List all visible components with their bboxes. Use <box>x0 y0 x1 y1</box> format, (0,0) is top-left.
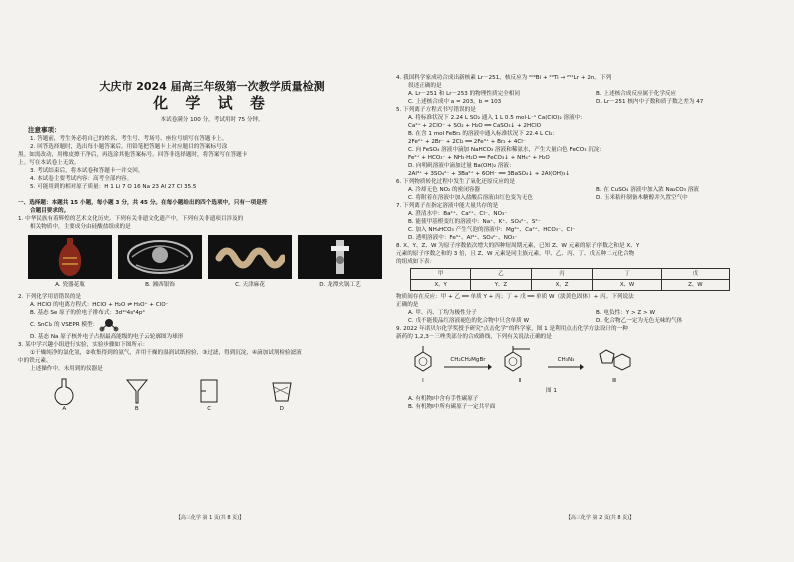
q7-option-b[interactable]: B. 能使甲基橙变红的溶液中：Na⁺、K⁺、SO₄²⁻、S²⁻ <box>408 219 541 225</box>
reaction-arrow-icon <box>444 364 492 370</box>
compound-1-label: Ⅰ <box>422 378 424 384</box>
q8-cell: X、Y <box>411 280 471 291</box>
q8-head-cell: 丁 <box>593 269 661 280</box>
left-page-footer: 【高三化学 第 1 页(共 8 页)】 <box>175 515 245 521</box>
compound-3 <box>592 344 636 385</box>
q2-option-c-row <box>18 317 406 333</box>
notes-heading: 注意事项： <box>28 126 61 134</box>
q3-stem: 3. 某中学兴趣小组进行实验，实验步骤如下图所示： <box>18 342 149 348</box>
q9-stem-cont: 新药的 1,2,3－三唑类部分的合成路线，下列有关说法正确的是 <box>396 334 552 340</box>
q8-reaction: 物质间存在反应：甲 + 乙 ══ 单质 Y + 丙；丁 + 戊 ══ 单质 W（淡黄色固体）+ 丙。下列说法 <box>396 294 634 300</box>
craft-image <box>298 235 382 279</box>
q4-stem-cont: 叙述正确的是 <box>408 83 442 89</box>
alcohol-structure-icon <box>500 344 540 374</box>
q9-option-b[interactable]: B. 有机物Ⅰ中所有碳原子一定共平面 <box>408 404 496 410</box>
reaction-arrow-icon <box>548 364 584 370</box>
beaker-icon <box>197 377 221 405</box>
subject-title: 化 学 试 卷 <box>153 94 271 112</box>
q6-stem: 6. 下列物质转化过程中发生了氧化还原反应的是 <box>396 179 515 185</box>
note-3: 3. 考试结束后，将本试卷和答题卡一并交回。 <box>30 168 144 174</box>
q5-stem: 5. 下列离子方程式书写错误的是 <box>396 107 476 113</box>
q6-option-c[interactable]: C. 将附着在溶液中加入盐酸后溶液由红色变为无色 <box>408 195 533 201</box>
q2-stem: 2. 下列化学用语错误的是 <box>18 294 82 300</box>
q8-cell: Y、Z <box>471 280 531 291</box>
q1-option-c[interactable]: C. 天津麻花 <box>235 282 265 288</box>
q1-option-d[interactable]: D. 龙潭火锅工艺 <box>319 282 361 288</box>
q8-question: 正确的是 <box>396 302 419 308</box>
q9-stem: 9. 2022 年诺贝尔化学奖授予研究“点击化学”的科学家，图 1 是利用点击化学方法设计的一种 <box>396 326 628 332</box>
q8-option-b[interactable]: B. 电负性：Y > Z > W <box>596 310 656 316</box>
q5-option-a[interactable]: A. 将标准状况下 2.24 L SO₂ 通入 1 L 0.5 mol·L⁻¹ Ca(ClO)₂ 溶液中： <box>408 115 586 121</box>
note-1: 1. 答题前，考生务必将自己的姓名、考生号、考场号、座位号填写在答题卡上。 <box>30 136 228 142</box>
q2-option-a[interactable]: A. HClO 的电离方程式：HClO + H₂O ⇌ H₃O⁺ + ClO⁻ <box>30 302 169 308</box>
compound-1 <box>410 344 436 385</box>
q2-option-c[interactable]: C. SnCl₂ 的 VSEPR 模型： <box>30 322 99 328</box>
q8-cell: X、Z <box>531 280 593 291</box>
q6-option-a[interactable]: A. 冷却无色 NO₂ 的密闭容器 <box>408 187 481 193</box>
compound-2 <box>500 344 540 385</box>
q8-table-row <box>411 280 730 291</box>
q8-head-cell: 丙 <box>531 269 593 280</box>
q3-option-d: D <box>279 406 284 412</box>
q5-option-b[interactable]: B. 在含 1 mol FeBr₂ 的溶液中通入标准状况下 22.4 L Cl₂： <box>408 131 559 137</box>
q7-stem: 7. 下列离子在指定溶液中能大量共存的是 <box>396 203 499 209</box>
q4-stem: 4. 我国科学家成功合成出新核素 Lr－251，核反应为 ²⁰⁹Bi + ²⁰Ti → ²⁵¹Lr + 2n。下列 <box>396 75 612 81</box>
funnel-icon <box>125 377 149 405</box>
q8-options-row1 <box>396 309 784 317</box>
q1-stem-cont: 相关物质中，主要成分由硅酸盐组成的是 <box>30 224 131 230</box>
step-1 <box>442 356 494 373</box>
q1-option-b[interactable]: B. 湘西银饰 <box>145 282 175 288</box>
step-2 <box>546 356 586 373</box>
right-page-footer: 【高三化学 第 2 页(共 8 页)】 <box>565 515 635 521</box>
q4-options-row1 <box>396 90 784 98</box>
q8-option-d[interactable]: D. 化合物乙一定为无色无味的气体 <box>596 318 683 324</box>
q7-option-d[interactable]: D. 透明溶液中：Fe³⁺、Al³⁺、SO₄²⁻、NO₃⁻ <box>408 235 518 241</box>
q8-table <box>410 268 730 291</box>
triazole-structure-icon <box>592 344 636 374</box>
note-2-cont: 黑。如需改动，用橡皮擦干净后，再选涂其他答案标号。回答非选择题时，将答案写在答题卡 <box>18 152 248 158</box>
q8-option-c[interactable]: C. 戊不能使品红溶液褪色的化合物中只含单质 W <box>408 318 530 324</box>
q7-option-c[interactable]: C. 加入 NH₄HCO₃ 产生气泡的溶液中：Mg²⁺、Ca²⁺、HCO₃⁻、Cl⁻ <box>408 227 575 233</box>
q5-option-d[interactable]: D. 向明矾溶液中滴加过量 Ba(OH)₂ 溶液： <box>408 163 515 169</box>
q2-option-b[interactable]: B. 基态 Se 原子的价电子排布式：3d¹⁰4s²4p⁴ <box>30 310 145 316</box>
q2-option-d[interactable]: D. 基态 Na 原子核外电子占据最高能级的电子云轮廓图为球形 <box>30 334 184 340</box>
q8-cell: X、W <box>593 280 661 291</box>
compound-3-label: Ⅲ <box>612 378 616 384</box>
q8-head-cell: 戊 <box>661 269 729 280</box>
q3-question: 上述操作中，未用到的仪器是 <box>30 366 103 372</box>
silver-ornament-image <box>118 235 202 279</box>
q8-head-cell: 乙 <box>471 269 531 280</box>
q8-option-a[interactable]: A. 甲、丙、丁均为极性分子 <box>408 310 477 316</box>
q1-option-a[interactable]: A. 瓷器花瓶 <box>55 282 85 288</box>
q8-stem-cont: 元素的原子序数之和的 3 倍，且 Z、W 元素是同主族元素。甲、乙、丙、丁、戊五种二元化合物 <box>396 251 635 257</box>
note-5: 5. 可能用到的相对原子质量：H 1 Li 7 O 16 Na 23 Al 27 Cl 35.5 <box>30 184 197 190</box>
q8-head-cell: 甲 <box>411 269 471 280</box>
q3-apparatus <box>28 377 318 413</box>
q8-stem: 8. X、Y、Z、W 为原子序数依次增大的四种短周期元素，已知 Z、W 元素的原子序数之和是 X、Y <box>396 243 640 249</box>
q4-option-c[interactable]: C. 上述核合成中 a = 203，b = 103 <box>408 99 502 105</box>
q6-option-b[interactable]: B. 在 CuSO₄ 溶液中加入浓 Na₂CO₃ 溶液 <box>596 187 699 193</box>
vase-image <box>28 235 112 279</box>
round-flask-icon <box>52 377 76 405</box>
section-1-header: 一、选择题：本题共 15 小题，每小题 3 分，共 45 分。在每小题给出的四个选项中，只有一项是符 <box>18 200 268 206</box>
q9-option-a[interactable]: A. 有机物Ⅰ中含有手性碳原子 <box>408 396 479 402</box>
q6-options-row2 <box>396 194 784 202</box>
reagent-2: CH₃N₃ <box>557 357 575 363</box>
q3-option-a-item[interactable] <box>52 377 76 413</box>
reagent-1: CH₂CH₂MgBr <box>450 357 486 363</box>
note-2-end: 上。写在本试卷上无效。 <box>18 160 80 166</box>
note-2: 2. 回答选择题时，选出每小题答案后，用铅笔把答题卡上对应题目的答案标号涂 <box>30 144 228 150</box>
q7-option-a[interactable]: A. 澄清水中：Ba²⁺、Ca²⁺、Cl⁻、NO₃⁻ <box>408 211 508 217</box>
vsepr-model-icon <box>98 318 120 332</box>
q4-option-a[interactable]: A. Lr－251 和 Lr－253 的物理性质完全相同 <box>408 91 520 97</box>
q3-option-b-item[interactable] <box>125 377 149 413</box>
q6-option-d[interactable]: D. 玉米秸秆制备木糖醇并久置空气中 <box>596 195 688 201</box>
section-1-header-cont: 合题目要求的。 <box>30 208 70 214</box>
q4-options-row2 <box>396 98 784 106</box>
q1-stem: 1. 中华民族有着辉煌的艺术文化历史。下列有关非遗文化遗产中，下列有关非遗项目涉及的 <box>18 216 244 222</box>
q8-cell: Z、W <box>661 280 729 291</box>
crucible-icon <box>270 377 294 405</box>
q6-options-row1 <box>396 186 784 194</box>
q5-option-b-eq: 2Fe²⁺ + 2Br⁻ + 2Cl₂ ══ 2Fe³⁺ + Br₂ + 4Cl⁻ <box>408 139 526 145</box>
fried-dough-image <box>208 235 292 279</box>
left-page <box>18 66 406 536</box>
q8-stem-end: 的组成如下表： <box>396 259 436 265</box>
q3-option-c-item[interactable] <box>197 377 221 413</box>
q1-options <box>28 281 406 289</box>
q4-option-d[interactable]: D. Lr－251 核内中子数和质子数之差为 47 <box>596 99 704 105</box>
q3-option-d-item[interactable] <box>270 377 294 413</box>
right-page <box>396 74 784 544</box>
exam-title: 大庆市 2024 届高三年级第一次教学质量检测 <box>99 80 325 93</box>
q3-option-c: C <box>207 406 212 412</box>
q3-steps-cont: 中的铁元素。 <box>18 358 52 364</box>
q5-option-c[interactable]: C. 向 FeSO₄ 溶液中滴加 NaHCO₃ 溶液和稀氨水，产生大量白色 FeCO₃ 沉淀： <box>408 147 606 153</box>
note-4: 4. 本试卷主要考试内容：高考全部内容。 <box>30 176 133 182</box>
compound-2-label: Ⅱ <box>518 378 522 384</box>
benzaldehyde-structure-icon <box>410 344 436 374</box>
q5-option-a-eq: Ca²⁺ + 2ClO⁻ + SO₂ + H₂O ══ CaSO₃↓ + 2HClO <box>408 123 542 129</box>
q5-option-d-eq: 2Al³⁺ + 3SO₄²⁻ + 3Ba²⁺ + 6OH⁻ ══ 3BaSO₄↓ + 2Al(OH)₃↓ <box>408 171 571 177</box>
q8-options-row2 <box>396 317 784 325</box>
q8-table-head <box>411 269 730 280</box>
q9-synthesis-route <box>410 344 784 385</box>
exam-meta: 本试卷满分 100 分，考试用时 75 分钟。 <box>160 117 264 123</box>
q9-figure-caption: 图 1 <box>546 388 557 394</box>
q5-option-c-eq: Fe²⁺ + HCO₃⁻ + NH₃·H₂O ══ FeCO₃↓ + NH₄⁺ + H₂O <box>408 155 550 161</box>
q3-option-b: B <box>134 406 139 412</box>
q4-option-b[interactable]: B. 上述核合成反应属于化学反应 <box>596 91 677 97</box>
q3-steps: ①干燥纯净的氯化氢，②收集得到的氨气，并用干燥的湿润试纸检验，③过滤，得到沉淀，④滴加试剂检验滤液 <box>30 350 302 356</box>
q3-option-a: A <box>62 406 67 412</box>
q1-images <box>28 235 406 279</box>
